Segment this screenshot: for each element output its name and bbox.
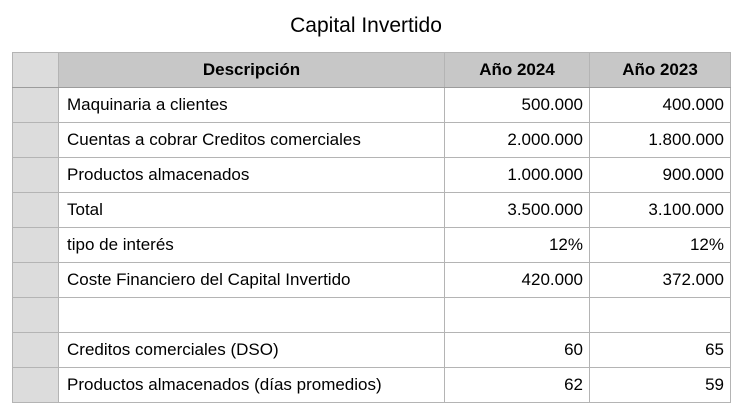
sheet-title: Capital Invertido: [290, 14, 442, 37]
table-row: [13, 263, 731, 298]
description-cell[interactable]: Cuentas a cobrar Creditos comerciales: [59, 123, 445, 158]
description-cell[interactable]: Creditos comerciales (DSO): [59, 333, 445, 368]
row-header[interactable]: [13, 158, 59, 193]
table-row: [13, 193, 731, 228]
description-cell[interactable]: Maquinaria a clientes: [59, 88, 445, 123]
row-header[interactable]: [13, 368, 59, 403]
value-2023-cell[interactable]: 12%: [590, 228, 731, 263]
value-2023-cell[interactable]: 372.000: [590, 263, 731, 298]
capital-table: [12, 52, 731, 403]
row-header[interactable]: [13, 333, 59, 368]
value-2024-cell[interactable]: [445, 298, 590, 333]
value-2023-cell[interactable]: [590, 298, 731, 333]
value-2024-cell[interactable]: 1.000.000: [445, 158, 590, 193]
column-header-description[interactable]: Descripción: [59, 53, 445, 88]
table-row: [13, 123, 731, 158]
value-2024-cell[interactable]: 60: [445, 333, 590, 368]
description-cell[interactable]: tipo de interés: [59, 228, 445, 263]
value-2024-cell[interactable]: 3.500.000: [445, 193, 590, 228]
row-header[interactable]: [13, 193, 59, 228]
description-cell[interactable]: Total: [59, 193, 445, 228]
description-cell[interactable]: Productos almacenados (días promedios): [59, 368, 445, 403]
table-row: [13, 158, 731, 193]
value-2023-cell[interactable]: 3.100.000: [590, 193, 731, 228]
value-2023-cell[interactable]: 59: [590, 368, 731, 403]
table-row: [13, 228, 731, 263]
table-row: [13, 333, 731, 368]
value-2023-cell[interactable]: 65: [590, 333, 731, 368]
row-header[interactable]: [13, 298, 59, 333]
value-2023-cell[interactable]: 1.800.000: [590, 123, 731, 158]
value-2023-cell[interactable]: 400.000: [590, 88, 731, 123]
corner-cell[interactable]: [13, 53, 59, 88]
row-header[interactable]: [13, 228, 59, 263]
value-2024-cell[interactable]: 12%: [445, 228, 590, 263]
row-header[interactable]: [13, 88, 59, 123]
table-row: [13, 368, 731, 403]
row-header[interactable]: [13, 123, 59, 158]
column-header-2024[interactable]: Año 2024: [445, 53, 590, 88]
header-row: [13, 53, 731, 88]
value-2024-cell[interactable]: 420.000: [445, 263, 590, 298]
column-header-2023[interactable]: Año 2023: [590, 53, 731, 88]
description-cell[interactable]: Productos almacenados: [59, 158, 445, 193]
description-cell[interactable]: Coste Financiero del Capital Invertido: [59, 263, 445, 298]
value-2024-cell[interactable]: 2.000.000: [445, 123, 590, 158]
table-row: [13, 88, 731, 123]
table-row: [13, 298, 731, 333]
value-2023-cell[interactable]: 900.000: [590, 158, 731, 193]
description-cell[interactable]: [59, 298, 445, 333]
value-2024-cell[interactable]: 62: [445, 368, 590, 403]
row-header[interactable]: [13, 263, 59, 298]
value-2024-cell[interactable]: 500.000: [445, 88, 590, 123]
